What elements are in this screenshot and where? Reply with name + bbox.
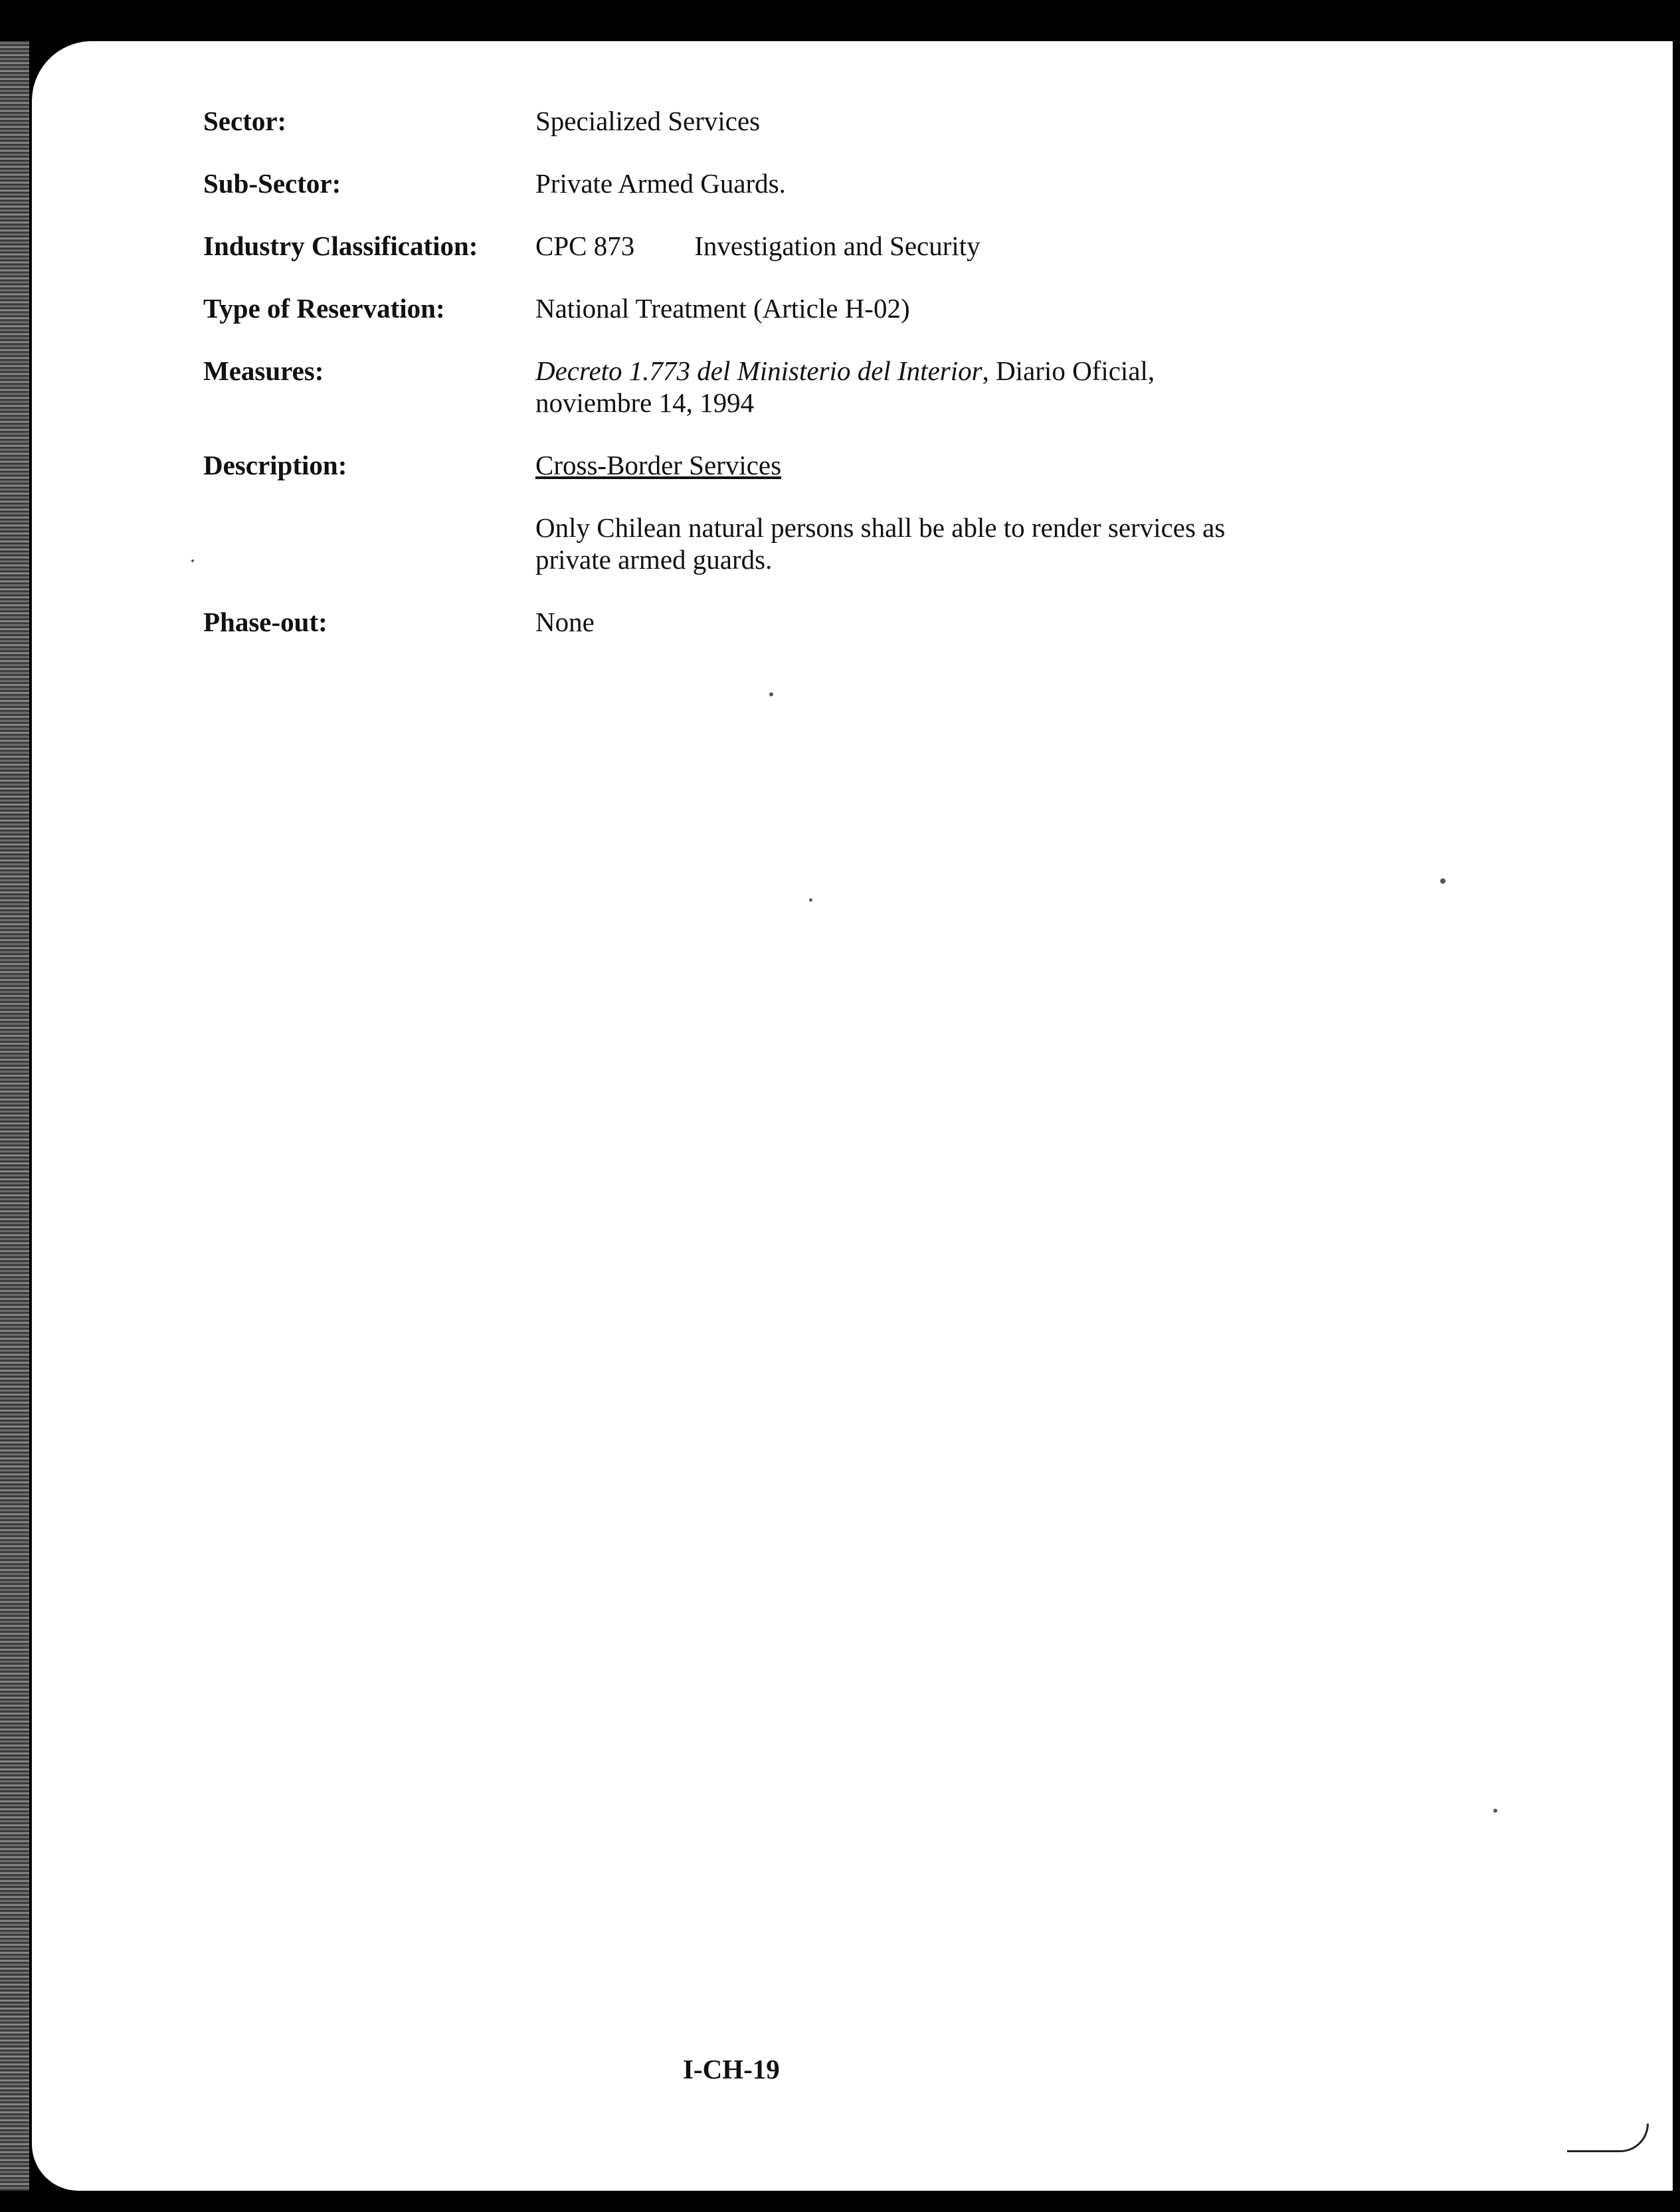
binding-edge xyxy=(0,41,29,2191)
sub-sector-value: Private Armed Guards. xyxy=(535,168,786,199)
decree-source: , Diario Oficial, xyxy=(982,355,1155,386)
phase-out-value: None xyxy=(535,607,595,637)
scan-speck xyxy=(1493,1809,1497,1813)
page-curl xyxy=(1567,2124,1649,2152)
measures-row xyxy=(203,355,1465,419)
scan-speck xyxy=(191,559,194,562)
sub-sector-row xyxy=(203,167,1465,199)
description-text xyxy=(535,512,1465,575)
industry-classification-label: Industry Classification: xyxy=(203,231,478,261)
scan-speck xyxy=(769,692,773,696)
cpc-code: CPC 873 xyxy=(535,231,635,261)
sector-row xyxy=(203,105,1465,137)
phase-out-label: Phase-out: xyxy=(203,607,327,637)
industry-classification-row xyxy=(203,230,1465,262)
measures-line-1 xyxy=(535,355,1465,387)
sector-label: Sector: xyxy=(203,106,287,136)
type-of-reservation-label: Type of Reservation: xyxy=(203,293,445,324)
phase-out-row xyxy=(203,606,1465,638)
description-text-line-2: private armed guards. xyxy=(535,544,773,575)
sub-sector-label: Sub-Sector: xyxy=(203,168,341,199)
reservation-entry xyxy=(203,93,1465,638)
description-row xyxy=(203,449,1465,481)
type-of-reservation-row xyxy=(203,292,1465,324)
measures-line-2: noviembre 14, 1994 xyxy=(535,387,755,418)
description-text-line-1: Only Chilean natural persons shall be able to render services as xyxy=(535,512,1226,543)
scan-speck xyxy=(1440,878,1446,884)
measures-label: Measures: xyxy=(203,355,324,386)
scan-speck xyxy=(809,898,812,902)
page-number: I-CH-19 xyxy=(683,2054,780,2084)
description-label: Description: xyxy=(203,450,347,480)
type-of-reservation-value: National Treatment (Article H-02) xyxy=(535,293,910,324)
cpc-description: Investigation and Security xyxy=(694,231,980,261)
sector-value: Specialized Services xyxy=(535,106,761,136)
decree-title: Decreto 1.773 del Ministerio del Interior xyxy=(535,355,982,386)
industry-classification-value xyxy=(535,230,1465,262)
measures-value xyxy=(535,355,1465,419)
description-heading: Cross-Border Services xyxy=(535,450,782,480)
description-text-row xyxy=(203,512,1465,575)
